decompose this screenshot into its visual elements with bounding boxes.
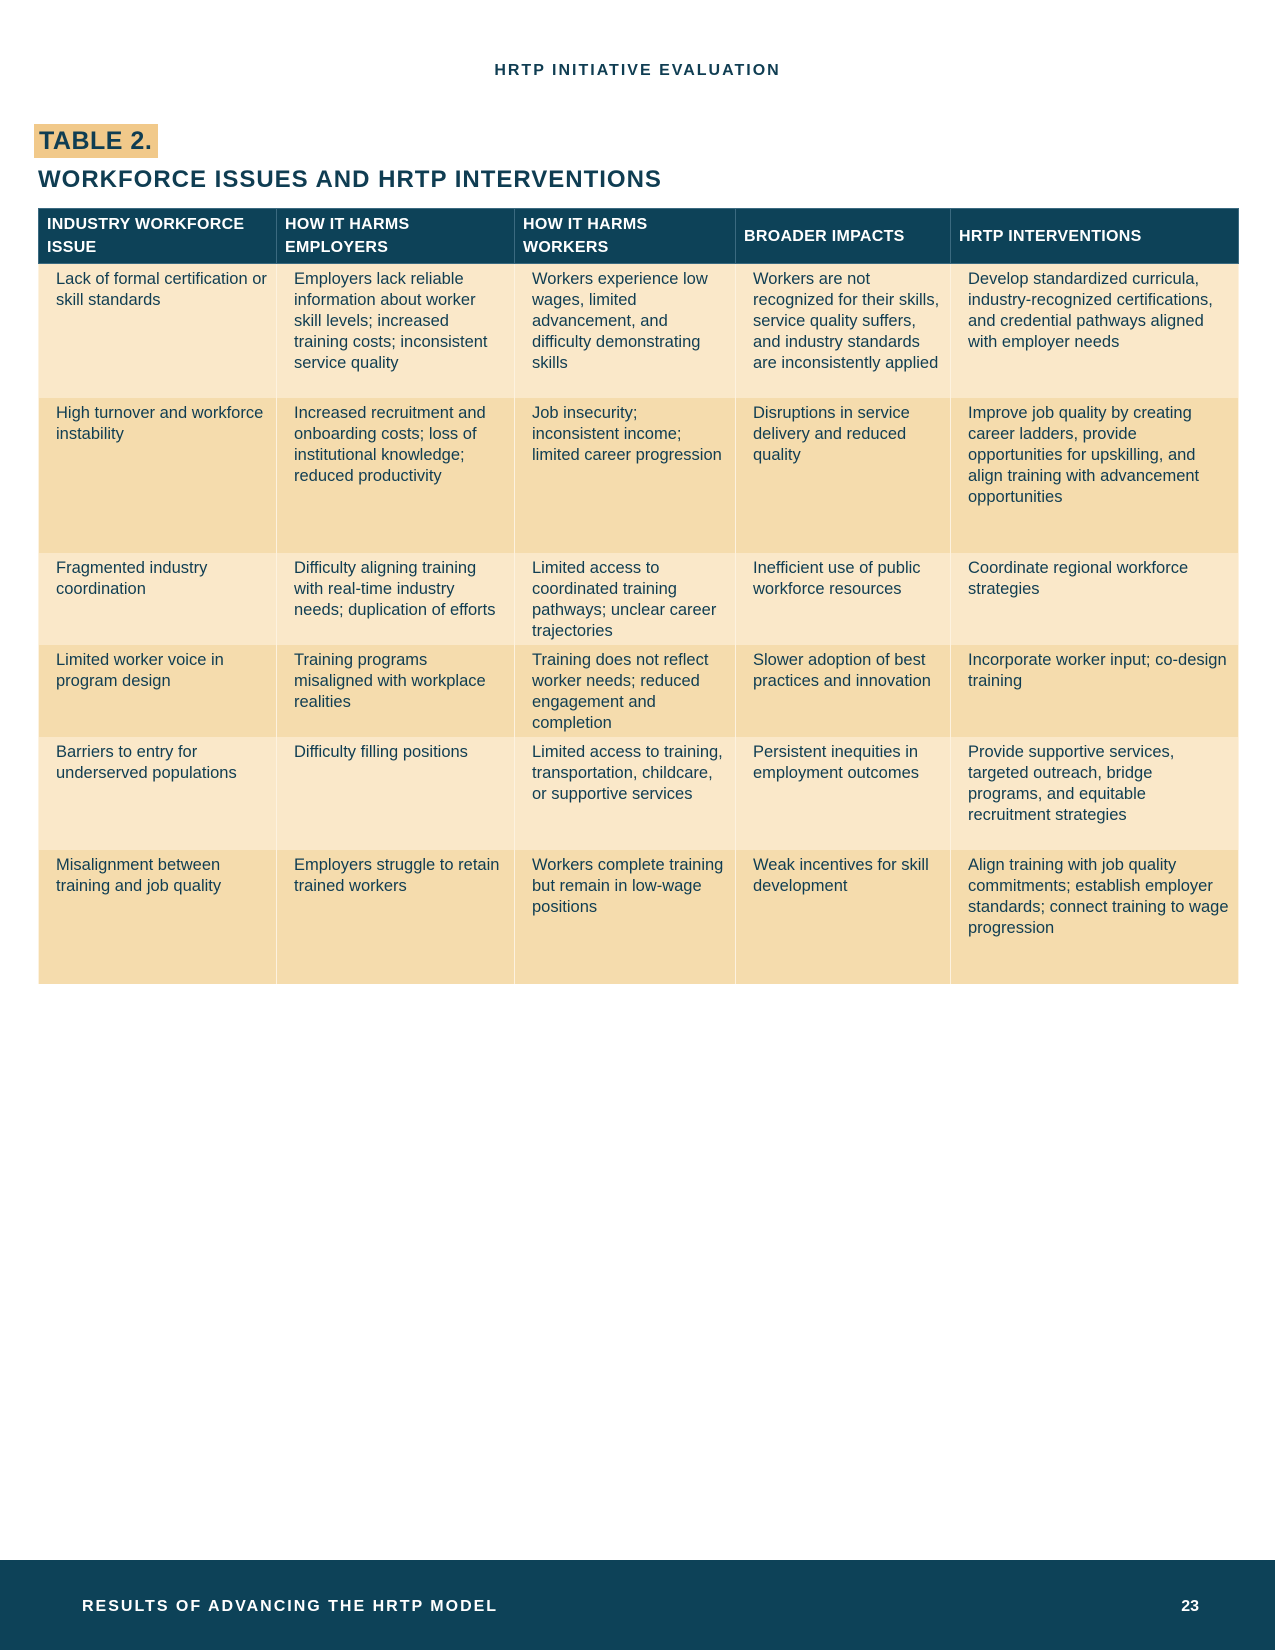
table-cell: Increased recruitment and onboarding costs; loss of institutional knowledge; reduced productivity: [277, 398, 515, 553]
column-header-harms-employers: HOW IT HARMS EMPLOYERS: [277, 209, 515, 264]
table-cell: Workers complete training but remain in low-wage positions: [515, 850, 736, 984]
table-cell: Misalignment between training and job quality: [39, 850, 277, 984]
table-row: [39, 737, 1239, 850]
table-cell: Lack of formal certification or skill standards: [39, 264, 277, 399]
table-cell: Employers lack reliable information about worker skill levels; increased training costs; inconsistent service quality: [277, 264, 515, 399]
table-cell: Workers experience low wages, limited advancement, and difficulty demonstrating skills: [515, 264, 736, 399]
table-row: [39, 264, 1239, 399]
table-cell: Limited worker voice in program design: [39, 645, 277, 737]
table-cell: Slower adoption of best practices and innovation: [736, 645, 951, 737]
table-row: [39, 553, 1239, 645]
table-header-row: [39, 209, 1239, 264]
table-cell: Provide supportive services, targeted outreach, bridge programs, and equitable recruitment strategies: [951, 737, 1239, 850]
table-cell: Weak incentives for skill development: [736, 850, 951, 984]
running-header: HRTP INITIATIVE EVALUATION: [494, 62, 781, 79]
page-number: 23: [1181, 1598, 1199, 1615]
footer-title: RESULTS OF ADVANCING THE HRTP MODEL: [82, 1598, 499, 1615]
table-cell: Difficulty filling positions: [277, 737, 515, 850]
table-cell: Improve job quality by creating career ladders, provide opportunities for upskilling, and align training with advancement opportunities: [951, 398, 1239, 553]
table-row: [39, 645, 1239, 737]
table-title: WORKFORCE ISSUES AND HRTP INTERVENTIONS: [38, 166, 662, 193]
table-cell: Training programs misaligned with workplace realities: [277, 645, 515, 737]
workforce-issues-table: [38, 208, 1239, 984]
table-cell: Disruptions in service delivery and reduced quality: [736, 398, 951, 553]
table-cell: Persistent inequities in employment outcomes: [736, 737, 951, 850]
table-cell: Align training with job quality commitments; establish employer standards; connect training to wage progression: [951, 850, 1239, 984]
table-cell: Fragmented industry coordination: [39, 553, 277, 645]
table-cell: Coordinate regional workforce strategies: [951, 553, 1239, 645]
table-cell: Develop standardized curricula, industry-recognized certifications, and credential pathways aligned with employer needs: [951, 264, 1239, 399]
table-cell: Employers struggle to retain trained workers: [277, 850, 515, 984]
table-cell: Barriers to entry for underserved populations: [39, 737, 277, 850]
table-cell: Training does not reflect worker needs; reduced engagement and completion: [515, 645, 736, 737]
column-header-issue: INDUSTRY WORKFORCE ISSUE: [39, 209, 277, 264]
table-row: [39, 398, 1239, 553]
table-cell: Limited access to coordinated training pathways; unclear career trajectories: [515, 553, 736, 645]
table-cell: Limited access to training, transportation, childcare, or supportive services: [515, 737, 736, 850]
column-header-harms-workers: HOW IT HARMS WORKERS: [515, 209, 736, 264]
table-number-badge: TABLE 2.: [34, 124, 158, 158]
table-cell: Difficulty aligning training with real-time industry needs; duplication of efforts: [277, 553, 515, 645]
table-cell: Incorporate worker input; co-design training: [951, 645, 1239, 737]
column-header-hrtp-interventions: HRTP INTERVENTIONS: [951, 209, 1239, 264]
table-cell: Job insecurity; inconsistent income; limited career progression: [515, 398, 736, 553]
table-cell: Inefficient use of public workforce resources: [736, 553, 951, 645]
page-footer: [0, 1560, 1275, 1650]
table-cell: High turnover and workforce instability: [39, 398, 277, 553]
table-row: [39, 850, 1239, 984]
table-cell: Workers are not recognized for their skills, service quality suffers, and industry standards are inconsistently applied: [736, 264, 951, 399]
column-header-broader-impacts: BROADER IMPACTS: [736, 209, 951, 264]
